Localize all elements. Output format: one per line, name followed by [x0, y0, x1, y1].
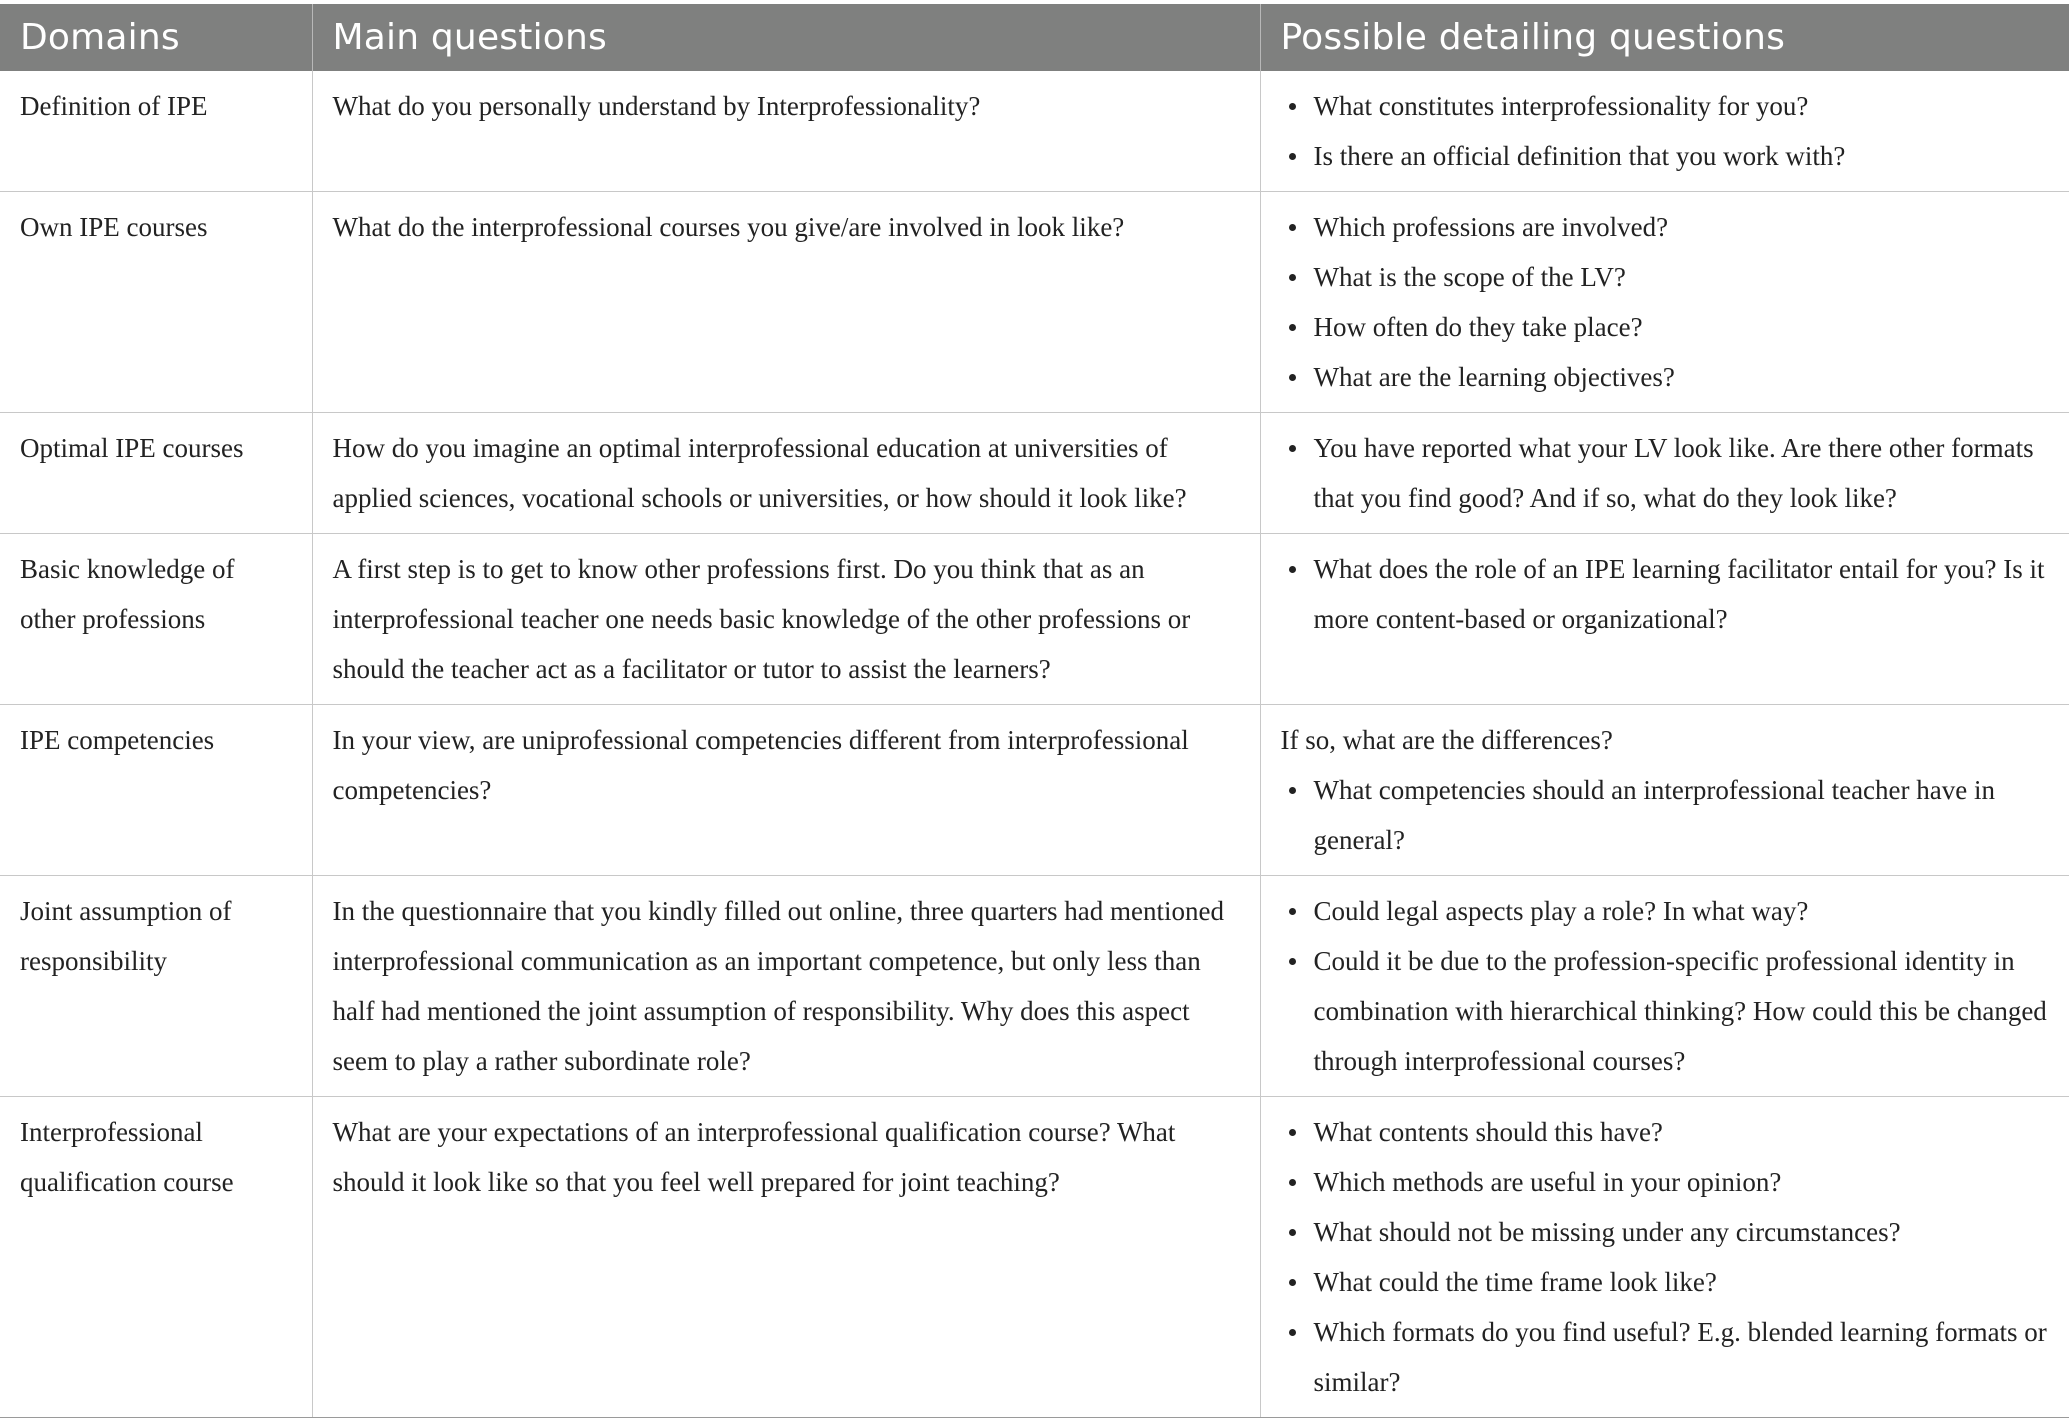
- main-question-cell: What do you personally understand by Interprofessionality?: [312, 71, 1260, 192]
- table-row: [0, 192, 2069, 413]
- detailing-question-item: What contents should this have?: [1281, 1107, 2052, 1157]
- detailing-question-item: Could it be due to the profession-specific professional identity in combination with hierarchical thinking? How could this be changed through interprofessional courses?: [1281, 936, 2052, 1086]
- domain-cell: Interprofessional qualification course: [0, 1097, 312, 1418]
- detailing-question-item: How often do they take place?: [1281, 302, 2052, 352]
- detailing-questions-cell: [1260, 192, 2069, 413]
- detailing-question-item: Could legal aspects play a role? In what way?: [1281, 886, 2052, 936]
- detailing-question-item: What competencies should an interprofessional teacher have in general?: [1281, 765, 2052, 865]
- detailing-question-item: Which professions are involved?: [1281, 202, 2052, 252]
- detailing-questions-cell: [1260, 1097, 2069, 1418]
- table-body: [0, 71, 2069, 1418]
- main-question-cell: What do the interprofessional courses you give/are involved in look like?: [312, 192, 1260, 413]
- column-header-detailing-questions: Possible detailing questions: [1260, 4, 2069, 71]
- detailing-question-item: What is the scope of the LV?: [1281, 252, 2052, 302]
- detailing-question-list: [1281, 544, 2052, 644]
- column-header-main-questions: Main questions: [312, 4, 1260, 71]
- domain-cell: Optimal IPE courses: [0, 413, 312, 534]
- detailing-question-list: [1281, 886, 2052, 1086]
- detailing-question-list: [1281, 202, 2052, 402]
- main-question-cell: What are your expectations of an interprofessional qualification course? What should it look like so that you feel well prepared for joint teaching?: [312, 1097, 1260, 1418]
- detailing-question-list: [1281, 81, 2052, 181]
- table-container: [0, 4, 2069, 1418]
- table-row: [0, 71, 2069, 192]
- column-header-domains: Domains: [0, 4, 312, 71]
- domain-cell: IPE competencies: [0, 705, 312, 876]
- detailing-questions-cell: [1260, 876, 2069, 1097]
- detailing-questions-cell: [1260, 534, 2069, 705]
- detailing-question-list: [1281, 765, 2052, 865]
- detailing-question-item: You have reported what your LV look like. Are there other formats that you find good? And if so, what do they look like?: [1281, 423, 2052, 523]
- detailing-question-item: Is there an official definition that you work with?: [1281, 131, 2052, 181]
- domain-cell: Basic knowledge of other professions: [0, 534, 312, 705]
- table-row: [0, 1097, 2069, 1418]
- detailing-question-item: What should not be missing under any circumstances?: [1281, 1207, 2052, 1257]
- detailing-questions-cell: [1260, 71, 2069, 192]
- domain-cell: Own IPE courses: [0, 192, 312, 413]
- detailing-question-list: [1281, 423, 2052, 523]
- detailing-questions-cell: [1260, 705, 2069, 876]
- detailing-question-item: What constitutes interprofessionality for you?: [1281, 81, 2052, 131]
- detailing-question-item: Which formats do you find useful? E.g. blended learning formats or similar?: [1281, 1307, 2052, 1407]
- detailing-question-list: [1281, 1107, 2052, 1407]
- detailing-questions-cell: [1260, 413, 2069, 534]
- main-question-cell: How do you imagine an optimal interprofessional education at universities of applied sciences, vocational schools or universities, or how should it look like?: [312, 413, 1260, 534]
- domain-cell: Joint assumption of responsibility: [0, 876, 312, 1097]
- main-question-cell: In the questionnaire that you kindly filled out online, three quarters had mentioned interprofessional communication as an important competence, but only less than half had mentioned the joint assumption of responsibility. Why does this aspect seem to play a rather subordinate role?: [312, 876, 1260, 1097]
- domain-cell: Definition of IPE: [0, 71, 312, 192]
- header-row: [0, 4, 2069, 71]
- table-row: [0, 534, 2069, 705]
- table-header: [0, 4, 2069, 71]
- table-row: [0, 876, 2069, 1097]
- main-question-cell: In your view, are uniprofessional competencies different from interprofessional competencies?: [312, 705, 1260, 876]
- detailing-lead-text: If so, what are the differences?: [1280, 725, 1613, 755]
- detailing-question-item: What could the time frame look like?: [1281, 1257, 2052, 1307]
- detailing-question-item: What are the learning objectives?: [1281, 352, 2052, 402]
- detailing-question-item: Which methods are useful in your opinion?: [1281, 1157, 2052, 1207]
- table-row: [0, 705, 2069, 876]
- main-question-cell: A first step is to get to know other professions first. Do you think that as an interprofessional teacher one needs basic knowledge of the other professions or should the teacher act as a facilitator or tutor to assist the learners?: [312, 534, 1260, 705]
- table-row: [0, 413, 2069, 534]
- interview-guide-table: [0, 4, 2069, 1418]
- detailing-question-item: What does the role of an IPE learning facilitator entail for you? Is it more content-based or organizational?: [1281, 544, 2052, 644]
